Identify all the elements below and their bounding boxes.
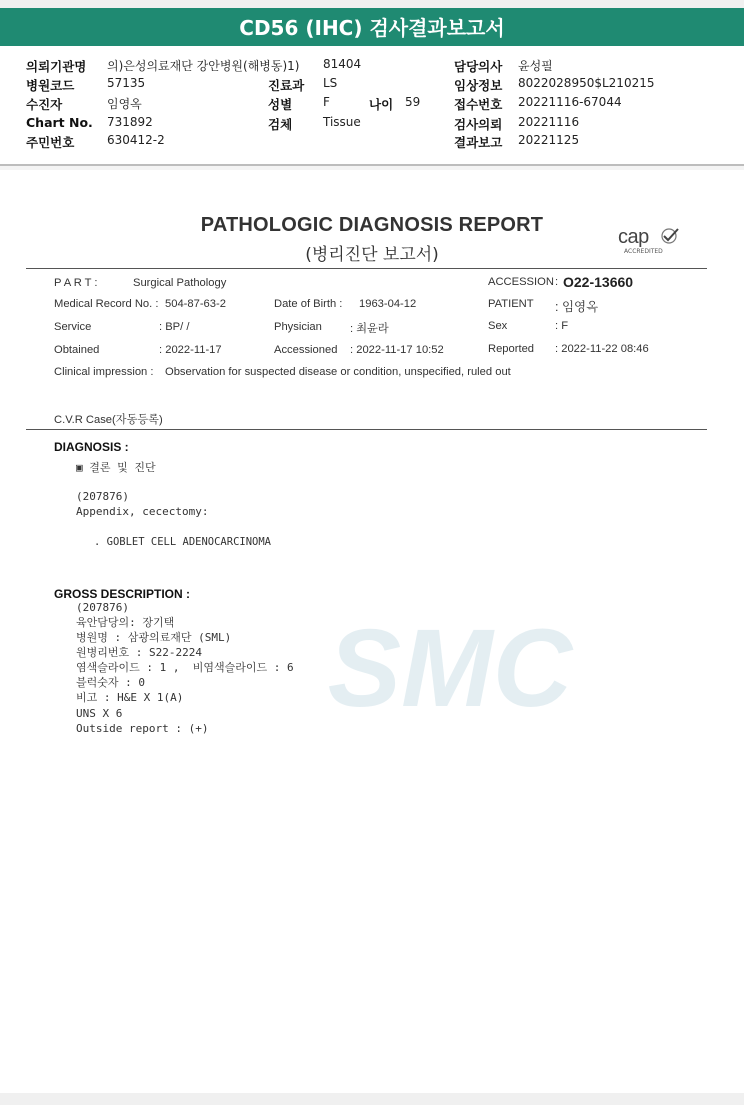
value-specimen: Tissue [323,115,361,129]
diagnosis-specimen: Appendix, cecectomy: [76,505,209,518]
diagnosis-finding: . GOBLET CELL ADENOCARCINOMA [94,536,272,548]
label-clinical-info: 임상정보 [454,78,503,93]
value-receipt-number: 20221116-67044 [518,95,622,109]
cap-checkmark-icon [660,228,680,244]
watermark-text: SMC [327,607,573,726]
value-part: Surgical Pathology [133,277,227,289]
gross-line: 블럭숫자 : 0 [76,676,145,689]
label-part: P A R T : [54,277,98,289]
value-sex: F [323,95,330,109]
value-hospital-code: 57135 [107,76,146,90]
value-sex-info: : F [555,320,569,332]
value-institution-code: 81404 [323,57,362,71]
label-patient: PATIENT [488,298,534,310]
report-title: PATHOLOGIC DIAGNOSIS REPORT [200,214,544,236]
value-requesting-institution: 의)은성의료재단 강안병원(해병동)1) [107,59,300,73]
diagnosis-section-title: ▣ 결론 및 진단 [76,461,156,474]
value-clinical-impression: Observation for suspected disease or condition, unspecified, ruled out [165,366,511,378]
report-subtitle: (병리진단 보고서) [305,245,439,265]
gross-line: (207876) [76,601,129,614]
gross-line: 원병리번호 : S22-2224 [76,646,202,659]
label-patient-name: 수진자 [26,97,63,112]
header-shadow-band [0,166,744,170]
top-strip [0,0,744,8]
bottom-band [0,1093,744,1105]
value-patient-name: 임영옥 [107,97,142,111]
value-dob: 1963-04-12 [359,298,417,310]
label-accessioned: Accessioned [274,344,338,356]
gross-line: Outside report : (+) [76,722,209,735]
label-age: 나이 [369,97,394,112]
header-info-table [0,46,744,164]
info-top-rule [26,268,707,269]
value-resident-number: 630412-2 [107,133,165,147]
label-receipt-number: 접수번호 [454,97,503,112]
label-obtained: Obtained [54,344,100,356]
value-doctor: 윤성필 [518,59,553,73]
label-reported: Reported [488,343,535,355]
label-result-report: 결과보고 [454,135,503,150]
label-chart-no: Chart No. [26,115,93,130]
gross-line: 비고 : H&E X 1(A) [76,691,184,704]
value-accession: O22-13660 [563,274,634,290]
value-test-request: 20221116 [518,115,580,129]
label-physician: Physician [274,321,322,333]
diagnosis-code: (207876) [76,490,129,503]
gross-line: 육안담당의: 장기택 [76,616,175,629]
value-obtained: : 2022-11-17 [159,344,222,356]
value-chart-no: 731892 [107,115,153,129]
label-dob: Date of Birth : [274,298,343,310]
value-mrn: 504-87-63-2 [165,298,226,310]
label-sex: 성별 [268,97,293,112]
gross-line: UNS X 6 [76,707,123,720]
cvr-case: C.V.R Case(자동등록) [54,414,163,426]
cap-accredited-text: ACCREDITED [624,248,663,255]
info-bottom-rule [26,429,707,430]
cap-accredited-logo [618,226,692,258]
value-result-report: 20221125 [518,133,580,147]
value-accessioned: : 2022-11-17 10:52 [350,344,444,356]
value-clinical-info: 8022028950$L210215 [518,76,655,90]
smc-watermark-logo [300,606,600,726]
label-clinical-impression: Clinical impression : [54,366,154,378]
label-hospital-code: 병원코드 [26,78,75,93]
colon-accession: : [555,276,559,288]
label-resident-number: 주민번호 [26,135,75,150]
report-title-bar: CD56 (IHC) 검사결과보고서 [0,8,744,46]
label-test-request: 검사의뢰 [454,117,503,132]
value-reported: : 2022-11-22 08:46 [555,343,649,355]
gross-line: 염색슬라이드 : 1 , 비염색슬라이드 : 6 [76,661,294,674]
label-service: Service [54,321,92,333]
diagnosis-heading: DIAGNOSIS : [54,440,129,454]
label-accession: ACCESSION [488,276,554,288]
value-physician: : 최윤라 [350,323,389,335]
cap-logo-text: cap [618,226,649,248]
label-doctor: 담당의사 [454,59,503,74]
value-service: : BP/ / [159,321,190,333]
gross-description-heading: GROSS DESCRIPTION : [54,587,191,601]
label-specimen: 검체 [268,117,293,132]
label-mrn: Medical Record No. : [54,298,159,310]
value-age: 59 [405,95,421,109]
gross-line: 병원명 : 삼광의료재단 (SML) [76,631,232,644]
label-requesting-institution: 의뢰기관명 [26,59,87,74]
value-department: LS [323,76,338,90]
label-department: 진료과 [268,78,305,93]
label-sex-info: Sex [488,320,508,332]
value-patient: : 임영옥 [555,300,599,314]
